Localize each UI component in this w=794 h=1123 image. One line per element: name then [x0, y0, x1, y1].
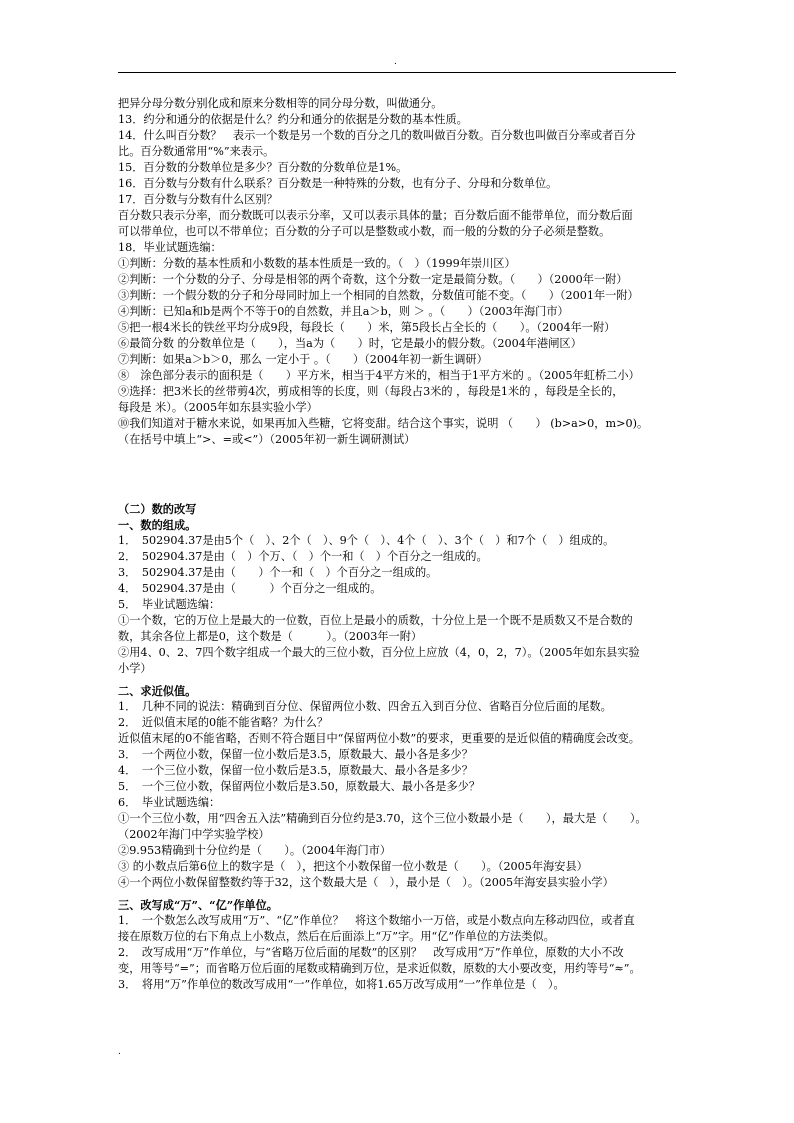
subsection-title: 一、数的组成。: [118, 518, 197, 532]
text-line: 近似值末尾的0不能省略，否则不符合题目中“保留两位小数”的要求，更重要的是近似值的精确度会改变。: [118, 732, 640, 745]
exam-question: 数，其余各位上都是0，这个数是（ ）。（2003年一附）: [118, 630, 423, 643]
text-line: 2． 502904.37是由（ ）个万、（ ）个一和（ ）个百分之一组成的。: [118, 550, 488, 563]
section-fractions-percent: [118, 96, 688, 448]
text-line: 16．百分数与分数有什么联系？百分数是一种特殊的分数，也有分子、分母和分数单位。: [118, 177, 558, 190]
section-number-rewrite: [118, 501, 688, 677]
section-title: （二）数的改写: [118, 502, 197, 516]
text-line: 1． 502904.37是由5个（ ）、2个（ ）、9个（ ）、4个（ ）、3个（ ）和7个（ ）组成的。: [118, 534, 615, 547]
exam-question: ⑨选择：把3米长的丝带剪4次，剪成相等的长度，则（每段占3米的 ，每段是1米的 ，每段是全长的，: [118, 385, 624, 398]
text-line: 18．毕业试题选编：: [118, 241, 222, 254]
exam-question: 小学）: [118, 662, 152, 675]
exam-question: 每段是 米）。（2005年如东县实验小学）: [118, 401, 318, 414]
exam-question: ⑦判断：如果a＞b＞0，那么 一定小于 。（ ）（2004年初一新生调研）: [118, 353, 488, 366]
text-line: 把异分母分数分别化成和原来分数相等的同分母分数，叫做通分。: [118, 97, 443, 110]
exam-question: ⑩我们知道对于糖水来说，如果再加入些糖，它将变甜。结合这个事实，说明 （ ） (b>a>0，m>0)。: [118, 417, 649, 430]
text-line: 1． 一个数怎么改写成用“万”、“亿”作单位？ 将这个数缩小一万倍，或是小数点向左移动四位，或者直: [118, 914, 635, 927]
exam-question: ⑤把一根4米长的铁丝平均分成9段，每段长（ ）米，第5段长占全长的（ ）。（2004年一附）: [118, 321, 616, 334]
text-line: 4． 一个三位小数，保留一位小数后是3.5，原数最大、最小各是多少？: [118, 764, 473, 777]
exam-question: ⑧ 涂色部分表示的面积是（ ）平方米，相当于4平方米的，相当于1平方米的 。（2005年虹桥二小）: [118, 369, 640, 382]
exam-question: （在括号中填上“>、=或<”）（2005年初一新生调研测试）: [118, 433, 416, 446]
header-rule: [118, 72, 676, 73]
exam-question: ⑥最简分数 的分数单位是（ ），当a为（ ）时，它是最小的假分数。（2004年港闸区）: [118, 337, 582, 350]
subsection-title: 三、改写成“万”、“亿”作单位。: [118, 898, 278, 912]
text-line: 17．百分数与分数有什么区别？: [118, 193, 278, 206]
text-line: 3． 将用“万”作单位的数改写成用“一”作单位，如将1.65万改写成用“一”作单位是（ ）。: [118, 978, 565, 991]
text-line: 接在原数万位的右下角点上小数点，然后在后面添上“万”字。用“亿”作单位的方法类似。: [118, 930, 555, 943]
text-line: 3． 一个两位小数，保留一位小数后是3.5，原数最大、最小各是多少？: [118, 748, 473, 761]
exam-question: ④判断：已知a和b是两个不等于0的自然数，并且a＞b，则 ＞ 。（ ）（2003年海门市）: [118, 305, 569, 318]
text-line: 14．什么叫百分数？ 表示一个数是另一个数的百分之几的数叫做百分数。百分数也叫做百分率或者百分: [118, 129, 636, 142]
text-line: 2． 近似值末尾的0能不能省略？为什么？: [118, 716, 329, 729]
header-mark: .: [394, 57, 397, 67]
text-line: 变，用等号“=”；而省略万位后面的尾数或精确到万位，是求近似数，原数的大小要改变，用约等号“≈”。: [118, 962, 641, 975]
text-line: 13．约分和通分的依据是什么？约分和通分的依据是分数的基本性质。: [118, 113, 468, 126]
exam-question: ①判断：分数的基本性质和小数数的基本性质是一致的。（ ）（1999年崇川区）: [118, 257, 516, 270]
text-line: 比。百分数通常用“%”来表示。: [118, 145, 275, 158]
exam-question: ①一个数，它的万位上是最大的一位数，百位上是最小的质数，十分位上是一个既不是质数又不是合数的: [118, 614, 633, 627]
footer-mark: .: [118, 1047, 121, 1057]
exam-question: ③ 的小数点后第6位上的数字是（ ），把这个小数保留一位小数是（ ）。（2005年海安县）: [118, 860, 588, 873]
section-unit-rewrite: [118, 897, 688, 993]
exam-question: （2002年海门中学实验学校）: [118, 828, 270, 841]
text-line: 1． 几种不同的说法：精确到百分位、保留两位小数、四舍五入到百分位、省略百分位后面的尾数。: [118, 700, 612, 713]
text-line: 百分数只表示分率，而分数既可以表示分率，又可以表示具体的量；百分数后面不能带单位，而分数后面: [118, 209, 633, 222]
text-line: 2． 改写成用“万”作单位，与“省略万位后面的尾数”的区别？ 改写成用“万”作单位，原数的大小不改: [118, 946, 624, 959]
text-line: 6． 毕业试题选编：: [118, 796, 221, 809]
exam-question: ②9.953精确到十分位约是（ ）。（2004年海门市）: [118, 844, 392, 857]
section-approximation: [118, 683, 688, 891]
text-line: 3． 502904.37是由（ ）个一和（ ）个百分之一组成的。: [118, 566, 438, 579]
exam-question: ④一个两位小数保留整数约等于32，这个数最大是（ ），最小是（ ）。（2005年海安县实验小学）: [118, 876, 614, 889]
exam-question: ②用4、0、2、7四个数字组成一个最大的三位小数，百分位上应放（4，0，2，7）。（2005年如东县实验: [118, 646, 640, 659]
text-line: 5． 毕业试题选编：: [118, 598, 221, 611]
exam-question: ②判断：一个分数的分子、分母是相邻的两个奇数，这个分数一定是最简分数。（ ）（2000年一附）: [118, 273, 628, 286]
text-line: 15．百分数的分数单位是多少？百分数的分数单位是1%。: [118, 161, 408, 174]
exam-question: ③判断：一个假分数的分子和分母同时加上一个相同的自然数，分数值可能不变。（ ）（2001年一附）: [118, 289, 639, 302]
subsection-title: 二、求近似值。: [118, 684, 197, 698]
text-line: 4． 502904.37是由（ ）个百分之一组成的。: [118, 582, 382, 595]
document-body: [118, 96, 688, 993]
text-line: 5． 一个三位小数，保留两位小数后是3.50，原数最大、最小各是多少？: [118, 780, 481, 793]
exam-question: ①一个三位小数，用“四舍五入法”精确到百分位约是3.70，这个三位小数最小是（ ），最大是（ ）。: [118, 812, 647, 825]
text-line: 可以带单位，也可以不带单位；百分数的分子可以是整数或小数，而一般的分数的分子必须是整数。: [118, 225, 611, 238]
